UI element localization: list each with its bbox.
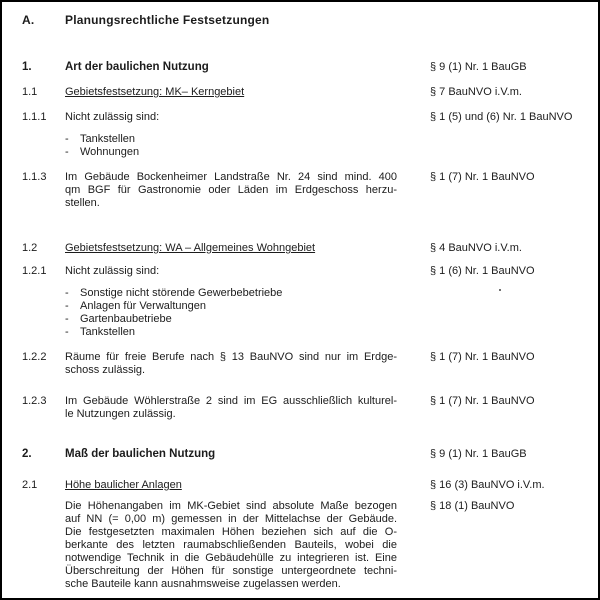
body-line: qm BGF für Gastronomie oder Läden im Erdgeschoss herzu- (65, 184, 397, 196)
legal-reference-line: § 9 (1) Nr. 1 BauGB (430, 61, 527, 73)
list-item (65, 287, 397, 300)
body-line: auf NN (= 0,00 m) gemessen in der Mittelachse der Gebäude. (65, 513, 397, 525)
row (22, 242, 598, 255)
legal-reference (430, 500, 514, 513)
row-text (65, 133, 397, 159)
body-line: Im Gebäude Wöhlerstraße 2 sind im EG ausschließlich kulturel- (65, 395, 397, 407)
legal-reference-line: § 4 BauNVO i.V.m. (430, 242, 522, 254)
row-number: 1.2.3 (22, 395, 47, 407)
subsection-heading: Höhe baulicher Anlagen (65, 479, 182, 491)
body-line: notwendige Technik in die Gebäudehülle zu integrieren ist. Eine (65, 552, 397, 564)
row (22, 351, 598, 377)
list-dash-icon: - (65, 287, 69, 299)
legal-reference-line: § 7 BauNVO i.V.m. (430, 86, 522, 98)
row-number: 2. (22, 448, 32, 460)
legal-reference-line: § 9 (1) Nr. 1 BauGB (430, 448, 527, 460)
list-item (65, 133, 397, 146)
list-item-label: Wohnungen (80, 146, 140, 158)
scan-artifact-dot (499, 289, 501, 291)
row-number: A. (22, 13, 35, 27)
list-item-label: Gartenbaubetriebe (80, 313, 172, 325)
list-dash-icon: - (65, 146, 69, 158)
legal-reference (430, 171, 535, 184)
body-line: schoss zulässig. (65, 364, 146, 376)
legal-reference-line: § 1 (6) Nr. 1 BauNVO (430, 265, 535, 277)
list-dash-icon: - (65, 133, 69, 145)
document-rows (22, 14, 598, 591)
row (22, 14, 598, 27)
row-number: 1.2.1 (22, 265, 47, 277)
document-title: Planungsrechtliche Festsetzungen (65, 13, 270, 27)
list-item-label: Tankstellen (80, 133, 136, 145)
body-line: Die festgesetzten maximalen Höhen beziehen sich auf die O- (65, 526, 397, 538)
row-number: 1.1.3 (22, 171, 47, 183)
body-line: Im Gebäude Bockenheimer Landstraße Nr. 24 sind mind. 400 (65, 171, 397, 183)
row (22, 61, 598, 74)
row (22, 265, 598, 278)
row (22, 479, 598, 492)
legal-reference (430, 265, 535, 278)
row-text (65, 351, 397, 377)
row-text (65, 287, 397, 339)
legal-reference-line: § 1 (7) Nr. 1 BauNVO (430, 395, 535, 407)
row-text (65, 448, 397, 461)
list-item (65, 146, 397, 159)
row-text (65, 395, 397, 421)
row-text (65, 171, 397, 210)
legal-reference-line: § 1 (7) Nr. 1 BauNVO (430, 351, 535, 363)
row-label: Nicht zulässig sind: (65, 111, 160, 123)
row-text (65, 242, 397, 255)
body-line: Überschreitung der Höhen für sonstige untergeordnete techni- (65, 565, 397, 577)
legal-reference (430, 111, 572, 124)
row-text (65, 479, 397, 492)
row-text (65, 500, 397, 591)
list-dash-icon: - (65, 313, 69, 325)
list-dash-icon: - (65, 300, 69, 312)
row-number: 1.2.2 (22, 351, 47, 363)
row-label: Nicht zulässig sind: (65, 265, 160, 277)
subsection-heading: Gebietsfestsetzung: MK– Kerngebiet (65, 86, 245, 98)
legal-reference (430, 479, 545, 492)
row (22, 500, 598, 591)
row-number: 1.2 (22, 242, 38, 254)
legal-reference (430, 242, 522, 255)
legal-reference (430, 395, 535, 408)
row-number: 1. (22, 61, 32, 73)
body-line: Räume für freie Berufe nach § 13 BauNVO sind nur im Erdge- (65, 351, 397, 363)
row (22, 171, 598, 210)
row-number: 2.1 (22, 479, 38, 491)
legal-reference (430, 61, 527, 74)
subsection-heading: Gebietsfestsetzung: WA – Allgemeines Wohngebiet (65, 242, 316, 254)
body-line: Die Höhenangaben im MK-Gebiet sind absolute Maße bezogen (65, 500, 397, 512)
row-number: 1.1.1 (22, 111, 47, 123)
legal-reference (430, 86, 522, 99)
row-text (65, 86, 397, 99)
legal-reference-line: § 1 (7) Nr. 1 BauNVO (430, 171, 535, 183)
legal-reference-line: § 1 (5) und (6) Nr. 1 BauNVO (430, 111, 573, 123)
body-line: le Nutzungen zulässig. (65, 408, 176, 420)
list-item (65, 313, 397, 326)
section-heading: Art der baulichen Nutzung (65, 61, 209, 73)
row (22, 86, 598, 99)
list-item-label: Tankstellen (80, 326, 136, 338)
row (22, 287, 598, 339)
row-number: 1.1 (22, 86, 38, 98)
body-line: berkante des letzten raumabschließenden Bauteils, wobei die (65, 539, 397, 551)
list-item (65, 326, 397, 339)
row-text (65, 111, 397, 124)
body-line: sche Bauteile kann ausnahmsweise zugelassen werden. (65, 578, 341, 590)
list-item-label: Anlagen für Verwaltungen (80, 300, 206, 312)
list-item-label: Sonstige nicht störende Gewerbebetriebe (80, 287, 283, 299)
row-text (65, 265, 397, 278)
list-dash-icon: - (65, 326, 69, 338)
row-text (65, 61, 397, 74)
legal-reference (430, 351, 535, 364)
row (22, 133, 598, 159)
row (22, 111, 598, 124)
legal-reference (430, 448, 527, 461)
body-line: stellen. (65, 197, 100, 209)
row (22, 448, 598, 461)
legal-reference-line: § 16 (3) BauNVO i.V.m. (430, 479, 545, 491)
list-item (65, 300, 397, 313)
row-text (65, 14, 397, 27)
row (22, 395, 598, 421)
section-heading: Maß der baulichen Nutzung (65, 448, 216, 460)
legal-reference-line: § 18 (1) BauNVO (430, 500, 515, 512)
